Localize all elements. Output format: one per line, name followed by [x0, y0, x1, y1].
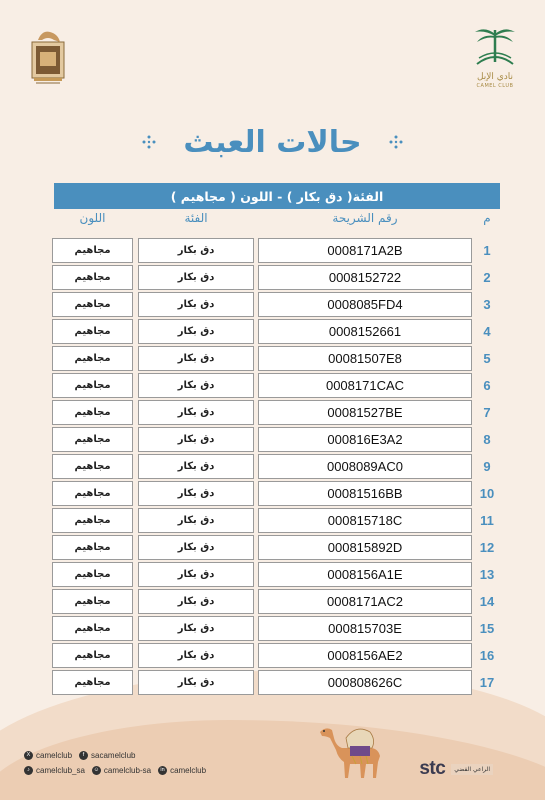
table-row [0, 616, 545, 641]
table-row [0, 292, 545, 317]
row-number: 6 [483, 378, 491, 393]
chip-cell: 000815718C [258, 508, 472, 533]
row-number: 12 [479, 540, 495, 555]
row-number: 7 [483, 405, 491, 420]
table-row [0, 265, 545, 290]
category-cell: دق بكار [138, 373, 254, 398]
row-number: 5 [483, 351, 491, 366]
row-number: 1 [483, 243, 491, 258]
color-cell: مجاهيم [52, 616, 133, 641]
category-cell: دق بكار [138, 265, 254, 290]
social-link-snapchat[interactable] [92, 766, 151, 775]
column-header-chip: رقم الشريحة [332, 211, 398, 225]
social-links-row-1 [24, 751, 142, 760]
row-number: 2 [483, 270, 491, 285]
social-handle: camelclub [36, 751, 73, 760]
table-row [0, 427, 545, 452]
chip-cell: 0008171CAC [258, 373, 472, 398]
dots-diamond-icon [141, 134, 157, 150]
category-cell: دق بكار [138, 481, 254, 506]
category-cell: دق بكار [138, 508, 254, 533]
color-cell: مجاهيم [52, 373, 133, 398]
category-cell: دق بكار [138, 238, 254, 263]
camel-club-logo [467, 24, 523, 104]
table-row [0, 481, 545, 506]
camel-club-english: CAMEL CLUB [476, 83, 514, 89]
row-number: 14 [479, 594, 495, 609]
stc-logo: stc [419, 758, 446, 779]
table-row [0, 373, 545, 398]
page-title: حالات العبث [183, 124, 362, 160]
category-cell: دق بكار [138, 589, 254, 614]
category-cell: دق بكار [138, 616, 254, 641]
social-handle: camelclub-sa [103, 766, 152, 775]
chip-cell: 000808626C [258, 670, 472, 695]
chip-cell: 00081507E8 [258, 346, 472, 371]
color-cell: مجاهيم [52, 427, 133, 452]
chip-cell: 0008085FD4 [258, 292, 472, 317]
social-handle: sacamelclub [91, 751, 136, 760]
category-cell: دق بكار [138, 670, 254, 695]
table-row [0, 319, 545, 344]
category-cell: دق بكار [138, 346, 254, 371]
row-number: 16 [479, 648, 495, 663]
chip-cell: 0008171AC2 [258, 589, 472, 614]
palm-swords-icon [467, 24, 523, 68]
color-cell: مجاهيم [52, 508, 133, 533]
social-links-row-2 [24, 766, 213, 775]
color-cell: مجاهيم [52, 535, 133, 560]
table-row [0, 238, 545, 263]
color-cell: مجاهيم [52, 346, 133, 371]
table-row [0, 670, 545, 695]
table-row [0, 562, 545, 587]
color-cell: مجاهيم [52, 589, 133, 614]
sponsor-block [419, 758, 493, 780]
category-cell: دق بكار [138, 400, 254, 425]
row-number: 13 [479, 567, 495, 582]
color-cell: مجاهيم [52, 238, 133, 263]
table-row [0, 643, 545, 668]
x-icon: X [24, 751, 33, 760]
chip-cell: 000815892D [258, 535, 472, 560]
category-cell: دق بكار [138, 427, 254, 452]
chip-cell: 000816E3A2 [258, 427, 472, 452]
chip-cell: 0008152661 [258, 319, 472, 344]
row-number: 11 [480, 513, 494, 528]
color-cell: مجاهيم [52, 481, 133, 506]
category-cell: دق بكار [138, 292, 254, 317]
color-cell: مجاهيم [52, 454, 133, 479]
table-subheader: الفئة( دق بكار ) - اللون ( مجاهيم ) [54, 183, 500, 209]
color-cell: مجاهيم [52, 643, 133, 668]
social-handle: camelclub [170, 766, 207, 775]
chip-cell: 0008156AE2 [258, 643, 472, 668]
festival-logo [24, 26, 72, 86]
row-number: 15 [479, 621, 495, 636]
snapchat-icon: ☺ [93, 767, 100, 773]
category-cell: دق بكار [138, 319, 254, 344]
category-cell: دق بكار [138, 535, 254, 560]
row-number: 3 [483, 297, 491, 312]
category-cell: دق بكار [138, 643, 254, 668]
social-handle: camelclub_sa [36, 766, 85, 775]
table-row [0, 400, 545, 425]
row-number: 8 [483, 432, 491, 447]
linkedin-icon: in [158, 766, 167, 775]
sponsor-tag: الراعي الفضي [451, 764, 493, 775]
color-cell: مجاهيم [52, 670, 133, 695]
social-link-linkedin[interactable] [158, 766, 206, 775]
social-link-tiktok[interactable] [24, 766, 85, 775]
camel-illustration [316, 718, 396, 782]
chip-cell: 0008089AC0 [258, 454, 472, 479]
chip-cell: 00081527BE [258, 400, 472, 425]
facebook-icon: f [79, 751, 88, 760]
column-header-num: م [483, 211, 491, 225]
chip-cell: 000815703E [258, 616, 472, 641]
column-header-color: اللون [79, 211, 106, 225]
color-cell: مجاهيم [52, 292, 133, 317]
row-number: 10 [479, 486, 495, 501]
color-cell: مجاهيم [52, 400, 133, 425]
color-cell: مجاهيم [52, 319, 133, 344]
table-row [0, 589, 545, 614]
social-link-x[interactable] [24, 751, 72, 760]
title-row [0, 118, 545, 166]
chip-cell: 0008156A1E [258, 562, 472, 587]
chip-cell: 0008152722 [258, 265, 472, 290]
row-number: 17 [479, 675, 495, 690]
table-row [0, 346, 545, 371]
dots-diamond-icon [388, 134, 404, 150]
row-number: 4 [483, 324, 491, 339]
camel-club-arabic: نادي الإبل [476, 72, 514, 82]
color-cell: مجاهيم [52, 265, 133, 290]
chip-cell: 0008171A2B [258, 238, 472, 263]
row-number: 9 [483, 459, 491, 474]
chip-cell: 00081516BB [258, 481, 472, 506]
tiktok-icon: ♪ [24, 766, 33, 775]
social-link-facebook[interactable] [79, 751, 135, 760]
color-cell: مجاهيم [52, 562, 133, 587]
table-row [0, 535, 545, 560]
category-cell: دق بكار [138, 454, 254, 479]
table-row [0, 508, 545, 533]
category-cell: دق بكار [138, 562, 254, 587]
column-header-category: الفئة [184, 211, 208, 225]
table-row [0, 454, 545, 479]
